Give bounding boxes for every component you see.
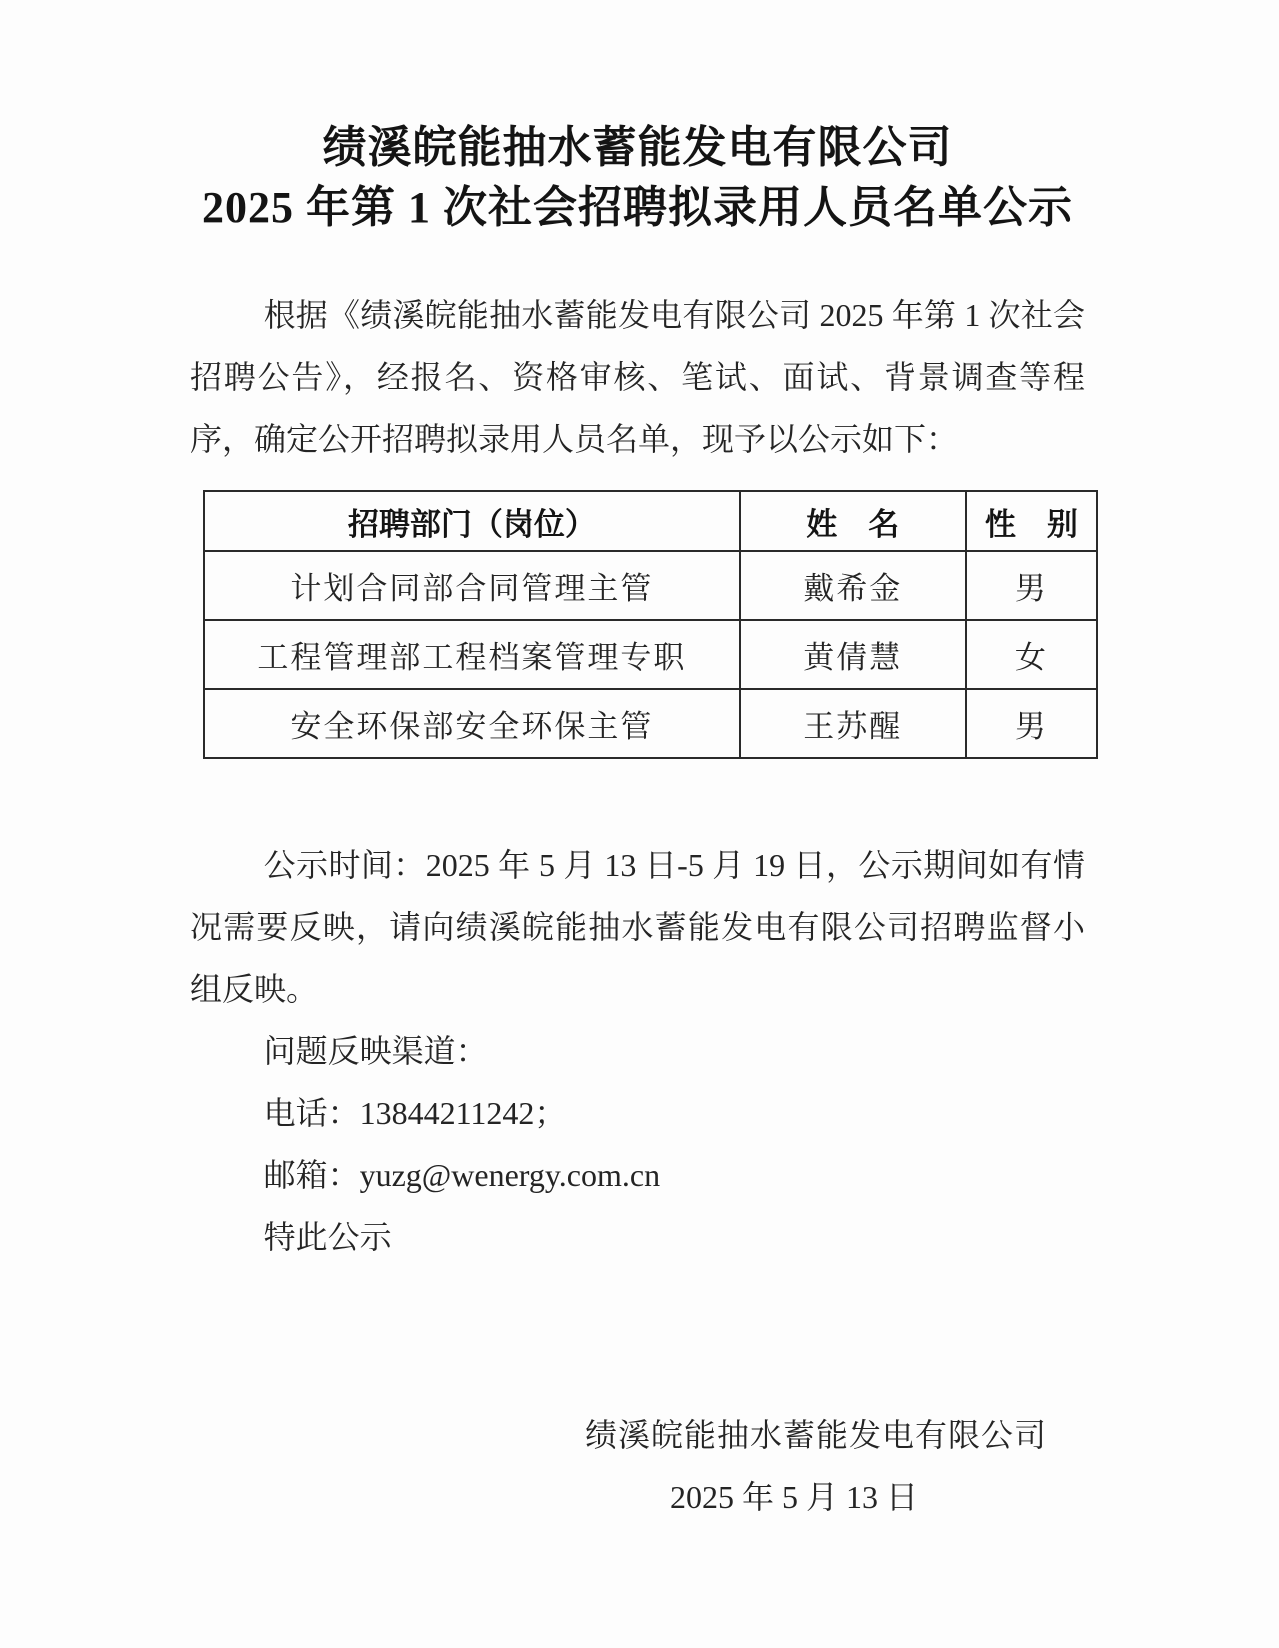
page-title xyxy=(190,118,1085,238)
closing-statement: 特此公示 xyxy=(263,1219,392,1255)
column-header-gender: 性 别 xyxy=(966,491,1097,551)
column-header-name: 姓 名 xyxy=(740,491,966,551)
table-row xyxy=(204,620,1097,689)
signature-company: 绩溪皖能抽水蓄能发电有限公司 xyxy=(584,1417,1047,1453)
feedback-channel-label: 问题反映渠道： xyxy=(263,1033,488,1069)
contact-phone-line: 电话：13844211242； xyxy=(263,1095,567,1131)
cell-name: 王苏醒 xyxy=(740,689,966,758)
table-header-row xyxy=(204,491,1097,551)
cell-department: 安全环保部安全环保主管 xyxy=(204,689,740,758)
signature-date: 2025 年 5 月 13 日 xyxy=(669,1479,918,1515)
hired-candidates-table xyxy=(203,490,1098,759)
contact-email-line: 邮箱：yuzg@wenergy.com.cn xyxy=(263,1157,661,1193)
cell-name: 黄倩慧 xyxy=(740,620,966,689)
cell-gender: 男 xyxy=(966,551,1097,620)
cell-gender: 女 xyxy=(966,620,1097,689)
title-line-company: 绩溪皖能抽水蓄能发电有限公司 xyxy=(322,123,953,172)
column-header-department: 招聘部门（岗位） xyxy=(204,491,740,551)
title-line-subject: 2025 年第 1 次社会招聘拟录用人员名单公示 xyxy=(202,183,1073,232)
cell-name: 戴希金 xyxy=(740,551,966,620)
intro-paragraph: 根据《绩溪皖能抽水蓄能发电有限公司 2025 年第 1 次社会招聘公告》，经报名、资格审核、笔试、面试、背景调查等程序，确定公开招聘拟录用人员名单，现予以公示如下： xyxy=(190,297,1085,457)
publicity-period-paragraph: 公示时间：2025 年 5 月 13 日-5 月 19 日，公示期间如有情况需要反映，请向绩溪皖能抽水蓄能发电有限公司招聘监督小组反映。 xyxy=(190,847,1085,1007)
cell-department: 工程管理部工程档案管理专职 xyxy=(204,620,740,689)
table-row xyxy=(204,689,1097,758)
cell-gender: 男 xyxy=(966,689,1097,758)
cell-department: 计划合同部合同管理主管 xyxy=(204,551,740,620)
signature-block xyxy=(190,1404,1085,1528)
table-row xyxy=(204,551,1097,620)
